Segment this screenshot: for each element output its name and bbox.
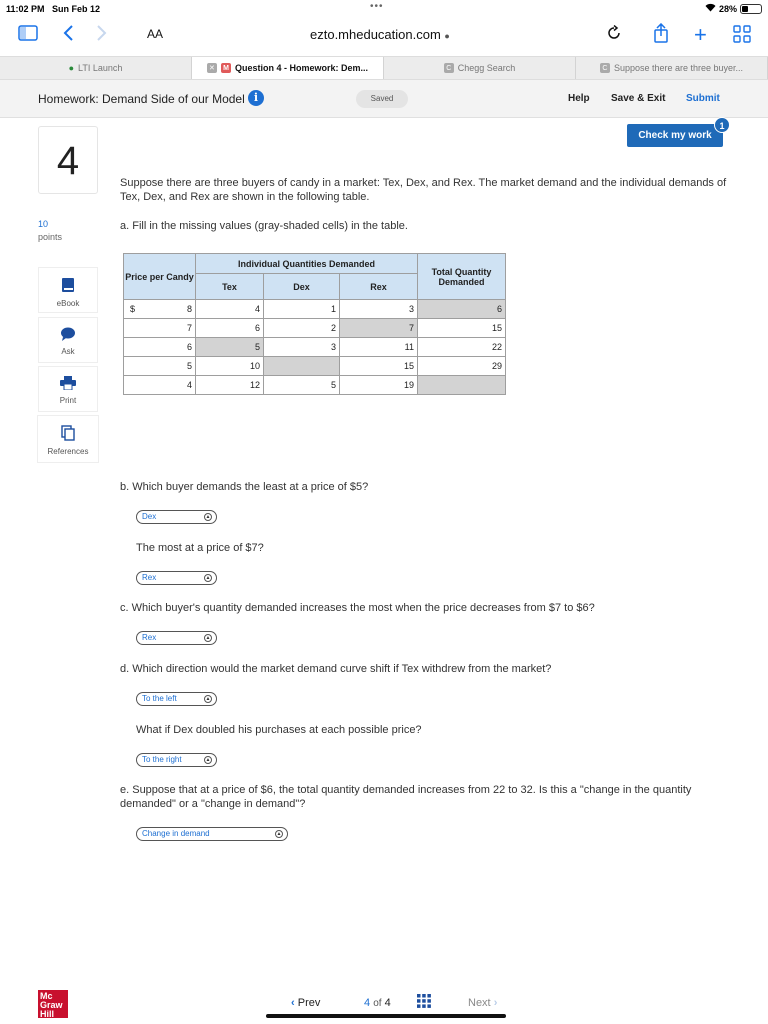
dex-cell[interactable] — [264, 357, 340, 376]
select-arrow-icon: ▲ — [205, 696, 211, 702]
battery-indicator: 28% — [705, 3, 762, 14]
ask-button[interactable]: Ask — [38, 317, 98, 363]
page-indicator: 4 of 4 — [364, 997, 391, 1009]
select-arrow-icon: ▲ — [205, 635, 211, 641]
save-exit-button[interactable]: Save & Exit — [611, 93, 666, 104]
home-indicator[interactable] — [266, 1014, 506, 1018]
tab-overview-icon[interactable] — [733, 25, 751, 48]
chegg-icon: C — [444, 63, 454, 73]
sidebar-icon[interactable] — [18, 25, 38, 46]
rex-cell: 19 — [340, 376, 418, 395]
browser-toolbar — [0, 18, 768, 54]
question-number: 4 — [38, 126, 98, 194]
status-bar — [0, 0, 768, 18]
rex-cell[interactable]: 3 — [340, 300, 418, 319]
grid-icon — [417, 999, 431, 1011]
dex-cell: 3 — [264, 338, 340, 357]
chevron-right-icon: › — [493, 997, 498, 1009]
tex-cell: 12 — [196, 376, 264, 395]
total-cell: 22 — [418, 338, 506, 357]
header-dex: Dex — [264, 274, 340, 300]
part-d2-prompt: What if Dex doubled his purchases at each possible price? — [136, 724, 422, 736]
mheducation-icon: M — [221, 63, 231, 73]
header-total: Total Quantity Demanded — [418, 254, 506, 300]
dex-cell: 2 — [264, 319, 340, 338]
rex-cell: 15 — [340, 357, 418, 376]
points: 10 points — [38, 219, 63, 242]
chevron-left-icon: ‹ — [291, 997, 295, 1009]
forward-icon[interactable] — [96, 24, 108, 47]
price-cell: 4 — [124, 376, 196, 395]
question-intro: Suppose there are three buyers of candy in a market: Tex, Dex, and Rex. The market demand and the individual demands of Tex, Dex, and Rex are shown in the following table. — [120, 177, 727, 203]
part-c-select[interactable]: Rex ▲ — [136, 631, 217, 645]
part-c-prompt: c. Which buyer's quantity demanded increases the most when the price decreases from $7 to $6? — [120, 602, 595, 614]
header-tex: Tex — [196, 274, 264, 300]
part-b-least-select[interactable]: Dex ▲ — [136, 510, 217, 524]
tab-chegg-search[interactable]: C Chegg Search — [384, 57, 576, 79]
text-size-button[interactable]: AA — [147, 27, 164, 41]
reload-icon[interactable] — [606, 25, 622, 46]
dex-cell: 5 — [264, 376, 340, 395]
select-arrow-icon: ▲ — [276, 831, 282, 837]
browser-tabs — [0, 56, 768, 80]
demand-table — [123, 253, 506, 395]
new-tab-icon[interactable]: + — [694, 22, 707, 47]
share-icon[interactable] — [653, 23, 669, 48]
saved-status: Saved — [356, 90, 408, 108]
part-d-prompt: d. Which direction would the market demand curve shift if Tex withdrew from the market? — [120, 663, 552, 675]
tex-cell: 4 — [196, 300, 264, 319]
tab-lti-launch[interactable]: ● LTI Launch — [0, 57, 192, 79]
price-cell: 6 — [124, 338, 196, 357]
close-tab-icon[interactable]: ✕ — [207, 63, 217, 73]
price-cell: $ 8 — [124, 300, 196, 319]
tab-suppose-buyers[interactable]: C Suppose there are three buyer... — [576, 57, 768, 79]
next-button[interactable]: Next › — [468, 997, 498, 1009]
total-cell: 29 — [418, 357, 506, 376]
back-icon[interactable] — [62, 24, 74, 47]
tex-cell: 10 — [196, 357, 264, 376]
part-d-tex-select[interactable]: To the left ▲ — [136, 692, 217, 706]
status-time: 11:02 PM Sun Feb 12 — [6, 4, 101, 14]
part-a-prompt: a. Fill in the missing values (gray-shaded cells) in the table. — [120, 220, 408, 232]
table-row — [124, 300, 506, 319]
multitask-dots[interactable]: ••• — [370, 1, 384, 12]
chat-icon — [39, 327, 97, 343]
battery-icon — [740, 4, 762, 14]
select-arrow-icon: ▲ — [205, 757, 211, 763]
part-b2-prompt: The most at a price of $7? — [136, 542, 264, 554]
address-bar[interactable]: ezto.mheducation.com ● — [310, 27, 450, 42]
tex-cell: 6 — [196, 319, 264, 338]
total-cell[interactable]: 6 — [418, 300, 506, 319]
table-row — [124, 357, 506, 376]
part-b-prompt: b. Which buyer demands the least at a price of $5? — [120, 481, 369, 493]
ebook-button[interactable]: eBook — [38, 267, 98, 313]
references-icon — [38, 425, 98, 443]
table-row — [124, 376, 506, 395]
total-cell[interactable] — [418, 376, 506, 395]
part-e-prompt: e. Suppose that at a price of $6, the total quantity demanded increases from 22 to 32. Is this a "change in the quantity demanded" or a "change in demand"? — [120, 784, 692, 810]
question-grid-button[interactable] — [417, 994, 431, 1011]
book-icon — [39, 277, 97, 295]
page-title: Homework: Demand Side of our Model — [38, 92, 245, 106]
assignment-header — [0, 80, 768, 118]
rex-cell[interactable]: 7 — [340, 319, 418, 338]
help-button[interactable]: Help — [568, 93, 590, 104]
select-arrow-icon: ▲ — [205, 575, 211, 581]
lock-icon: ● — [444, 31, 450, 41]
print-button[interactable]: Print — [38, 366, 98, 412]
rex-cell: 11 — [340, 338, 418, 357]
total-cell: 15 — [418, 319, 506, 338]
lti-icon: ● — [68, 63, 75, 73]
table-row — [124, 319, 506, 338]
chegg-icon: C — [600, 63, 610, 73]
prev-button[interactable]: ‹ Prev — [291, 997, 321, 1009]
dex-cell: 1 — [264, 300, 340, 319]
info-icon[interactable]: i — [248, 90, 264, 106]
header-price: Price per Candy — [124, 254, 196, 300]
table-row — [124, 338, 506, 357]
select-arrow-icon: ▲ — [205, 514, 211, 520]
attempts-badge: 1 — [714, 117, 730, 133]
references-button[interactable]: References — [37, 415, 99, 463]
price-cell: 5 — [124, 357, 196, 376]
wifi-icon — [705, 3, 716, 14]
tab-question-4[interactable]: ✕ M Question 4 - Homework: Dem... — [192, 57, 384, 79]
printer-icon — [39, 376, 97, 392]
header-rex: Rex — [340, 274, 418, 300]
price-cell: 7 — [124, 319, 196, 338]
header-individual: Individual Quantities Demanded — [196, 254, 418, 274]
tex-cell[interactable]: 5 — [196, 338, 264, 357]
mcgraw-hill-logo: Mc Graw Hill — [38, 990, 68, 1018]
submit-button[interactable]: Submit — [686, 93, 720, 104]
part-b-most-select[interactable]: Rex ▲ — [136, 571, 217, 585]
check-my-work-button[interactable]: Check my work — [627, 124, 723, 147]
part-d-dex-select[interactable]: To the right ▲ — [136, 753, 217, 767]
part-e-select[interactable]: Change in demand ▲ — [136, 827, 288, 841]
